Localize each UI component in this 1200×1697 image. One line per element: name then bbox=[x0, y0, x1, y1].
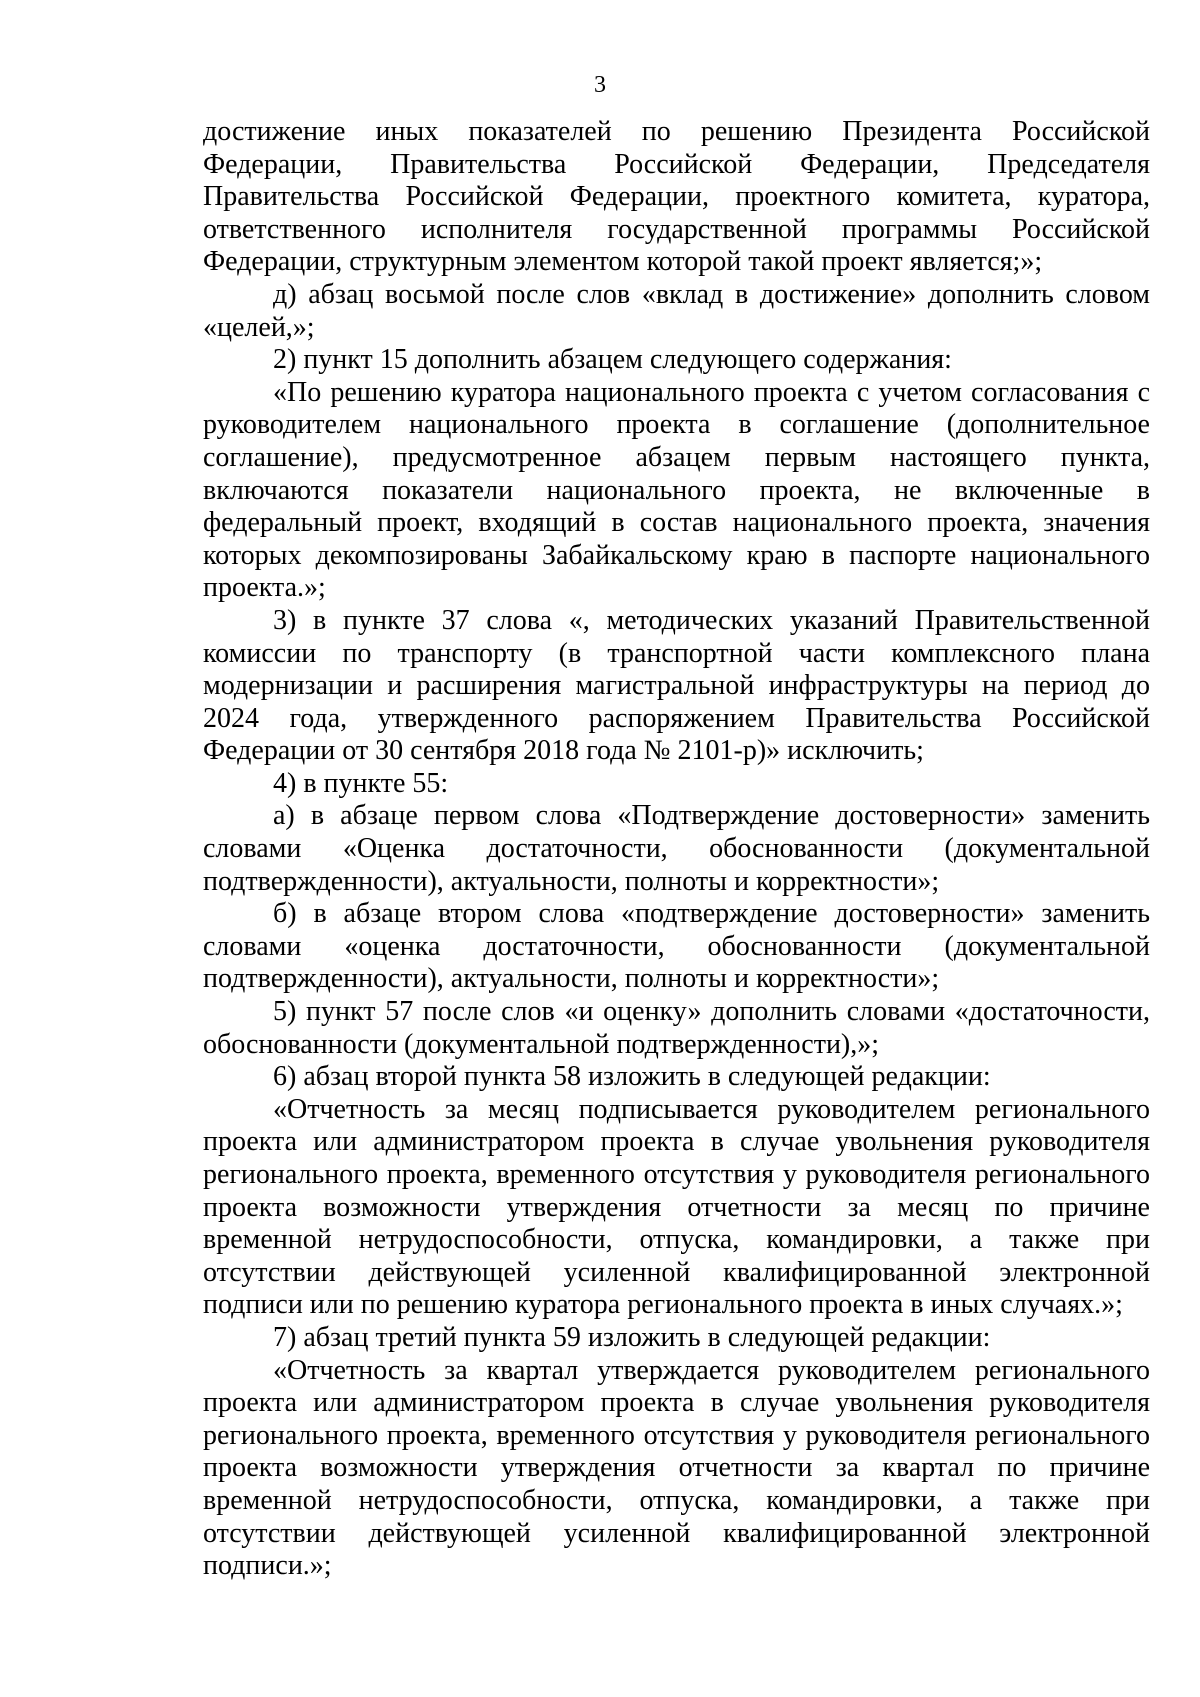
paragraph-item-2: 2) пункт 15 дополнить абзацем следующего содержания: bbox=[273, 344, 952, 376]
paragraph-quote-item-6: «Отчетность за месяц подписывается руководителем регионального проекта или администратором проекта в случае увольнения руководителя регионального проекта, временного отсутствия у руководителя регионального проекта возможности утверждения отчетности за месяц по причине временной нетрудоспособности, отпуска, командировки, а также при отсутствии действующей усиленной квалифицированной электронной подписи или по решению куратора регионального проекта в иных случаях.»; bbox=[203, 1093, 1150, 1321]
paragraph-item-4b: б) в абзаце втором слова «подтверждение достоверности» заменить словами «оценка достаточности, обоснованности (документальной подтвержденности), актуальности, полноты и корректности»; bbox=[203, 898, 1150, 995]
paragraph-item-d: д) абзац восьмой после слов «вклад в достижение» дополнить словом «целей,»; bbox=[203, 278, 1150, 343]
document-body bbox=[203, 116, 1150, 1583]
page-number: 3 bbox=[594, 72, 606, 98]
paragraph-quote-item-7: «Отчетность за квартал утверждается руководителем регионального проекта или администратором проекта в случае увольнения руководителя регионального проекта, временного отсутствия у руководителя регионального проекта возможности утверждения отчетности за квартал по причине временной нетрудоспособности, отпуска, командировки, а также при отсутствии действующей усиленной квалифицированной электронной подписи.»; bbox=[203, 1354, 1150, 1582]
paragraph-item-4: 4) в пункте 55: bbox=[273, 767, 449, 799]
paragraph-continuation: достижение иных показателей по решению Президента Российской Федерации, Правительства Российской Федерации, Председателя Правительства Российской Федерации, проектного комитета, куратора, ответственного исполнителя государственной программы Российской Федерации, структурным элементом которой такой проект является;»; bbox=[203, 116, 1150, 278]
paragraph-item-5: 5) пункт 57 после слов «и оценку» дополнить словами «достаточности, обоснованности (документальной подтвержденности),»; bbox=[203, 996, 1150, 1060]
paragraph-item-6: 6) абзац второй пункта 58 изложить в следующей редакции: bbox=[273, 1061, 991, 1093]
paragraph-item-3: 3) в пункте 37 слова «, методических указаний Правительственной комиссии по транспорту (в транспортной части комплексного плана модернизации и расширения магистральной инфраструктуры на период до 2024 года, утвержденного распоряжением Правительства Российской Федерации от 30 сентября 2018 года № 2101-р)» исключить; bbox=[203, 604, 1150, 767]
paragraph-item-7: 7) абзац третий пункта 59 изложить в следующей редакции: bbox=[273, 1321, 991, 1353]
paragraph-quote-item-2: «По решению куратора национального проекта с учетом согласования с руководителем национального проекта в соглашение (дополнительное соглашение), предусмотренное абзацем первым настоящего пункта, включаются показатели национального проекта, не включенные в федеральный проект, входящий в состав национального проекта, значения которых декомпозированы Забайкальскому краю в паспорте национального проекта.»; bbox=[203, 376, 1150, 604]
paragraph-item-4a: а) в абзаце первом слова «Подтверждение достоверности» заменить словами «Оценка достаточности, обоснованности (документальной подтвержденности), актуальности, полноты и корректности»; bbox=[203, 800, 1150, 897]
